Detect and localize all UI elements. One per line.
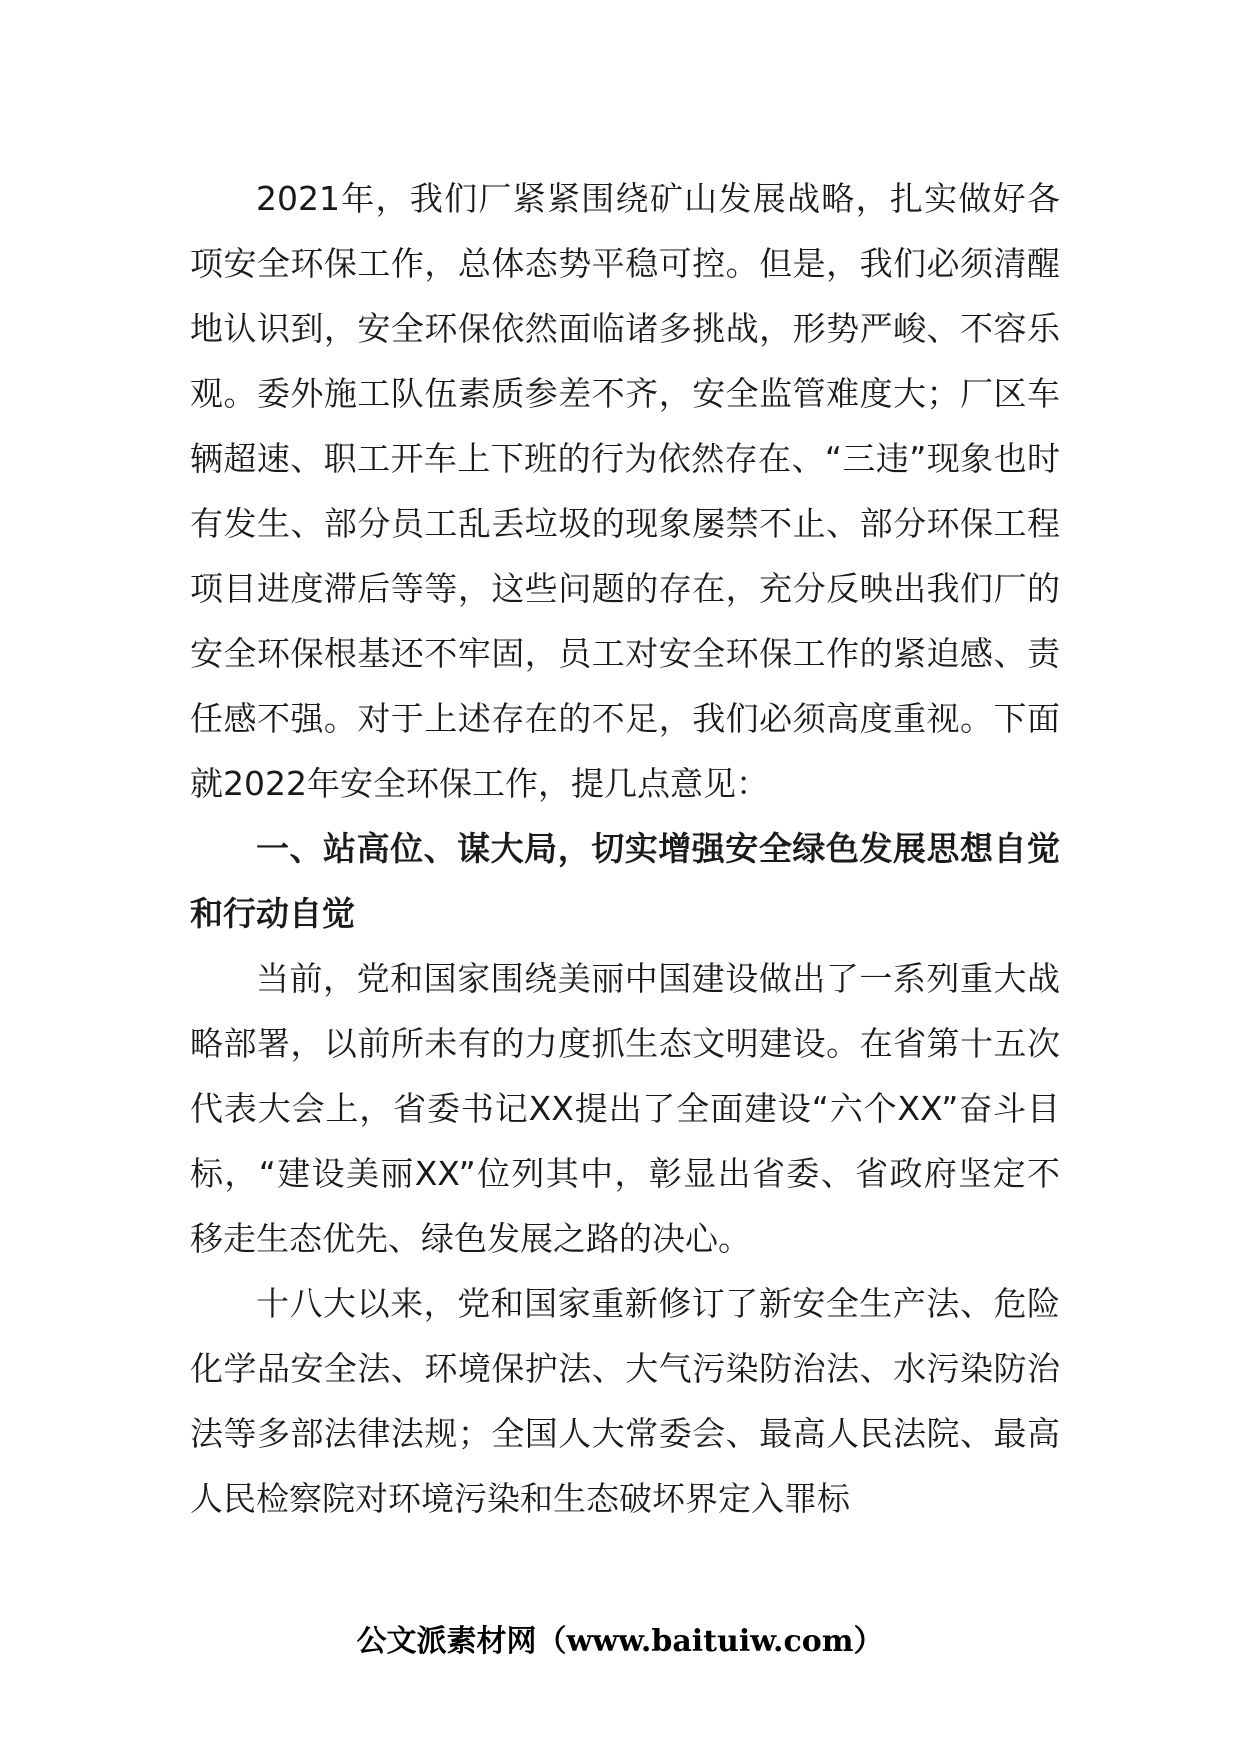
section-heading-one: 一、站高位、谋大局，切实增强安全绿色发展思想自觉和行动自觉 xyxy=(190,829,1060,933)
paragraph-current-situation: 当前，党和国家围绕美丽中国建设做出了一系列重大战略部署，以前所未有的力度抓生态文明建设。在省第十五次代表大会上，省委书记XX提出了全面建设“六个XX”奋斗目标，“建设美丽XX”位列其中，彰显出省委、省政府坚定不移走生态优先、绿色发展之路的决心。 xyxy=(190,959,1060,1258)
document-body xyxy=(190,166,1060,1531)
paragraph-laws: 十八大以来，党和国家重新修订了新安全生产法、危险化学品安全法、环境保护法、大气污染防治法、水污染防治法等多部法律法规；全国人大常委会、最高人民法院、最高人民检察院对环境污染和生态破坏界定入罪标 xyxy=(190,1284,1060,1518)
footer-watermark: 公文派素材网（www.baituiw.com） xyxy=(356,1624,884,1659)
paragraph-intro: 2021年，我们厂紧紧围绕矿山发展战略，扎实做好各项安全环保工作，总体态势平稳可控。但是，我们必须清醒地认识到，安全环保依然面临诸多挑战，形势严峻、不容乐观。委外施工队伍素质参差不齐，安全监管难度大；厂区车辆超速、职工开车上下班的行为依然存在、“三违”现象也时有发生、部分员工乱丢垃圾的现象屡禁不止、部分环保工程项目进度滞后等等，这些问题的存在，充分反映出我们厂的安全环保根基还不牢固，员工对安全环保工作的紧迫感、责任感不强。对于上述存在的不足，我们必须高度重视。下面就2022年安全环保工作，提几点意见： xyxy=(190,179,1060,803)
